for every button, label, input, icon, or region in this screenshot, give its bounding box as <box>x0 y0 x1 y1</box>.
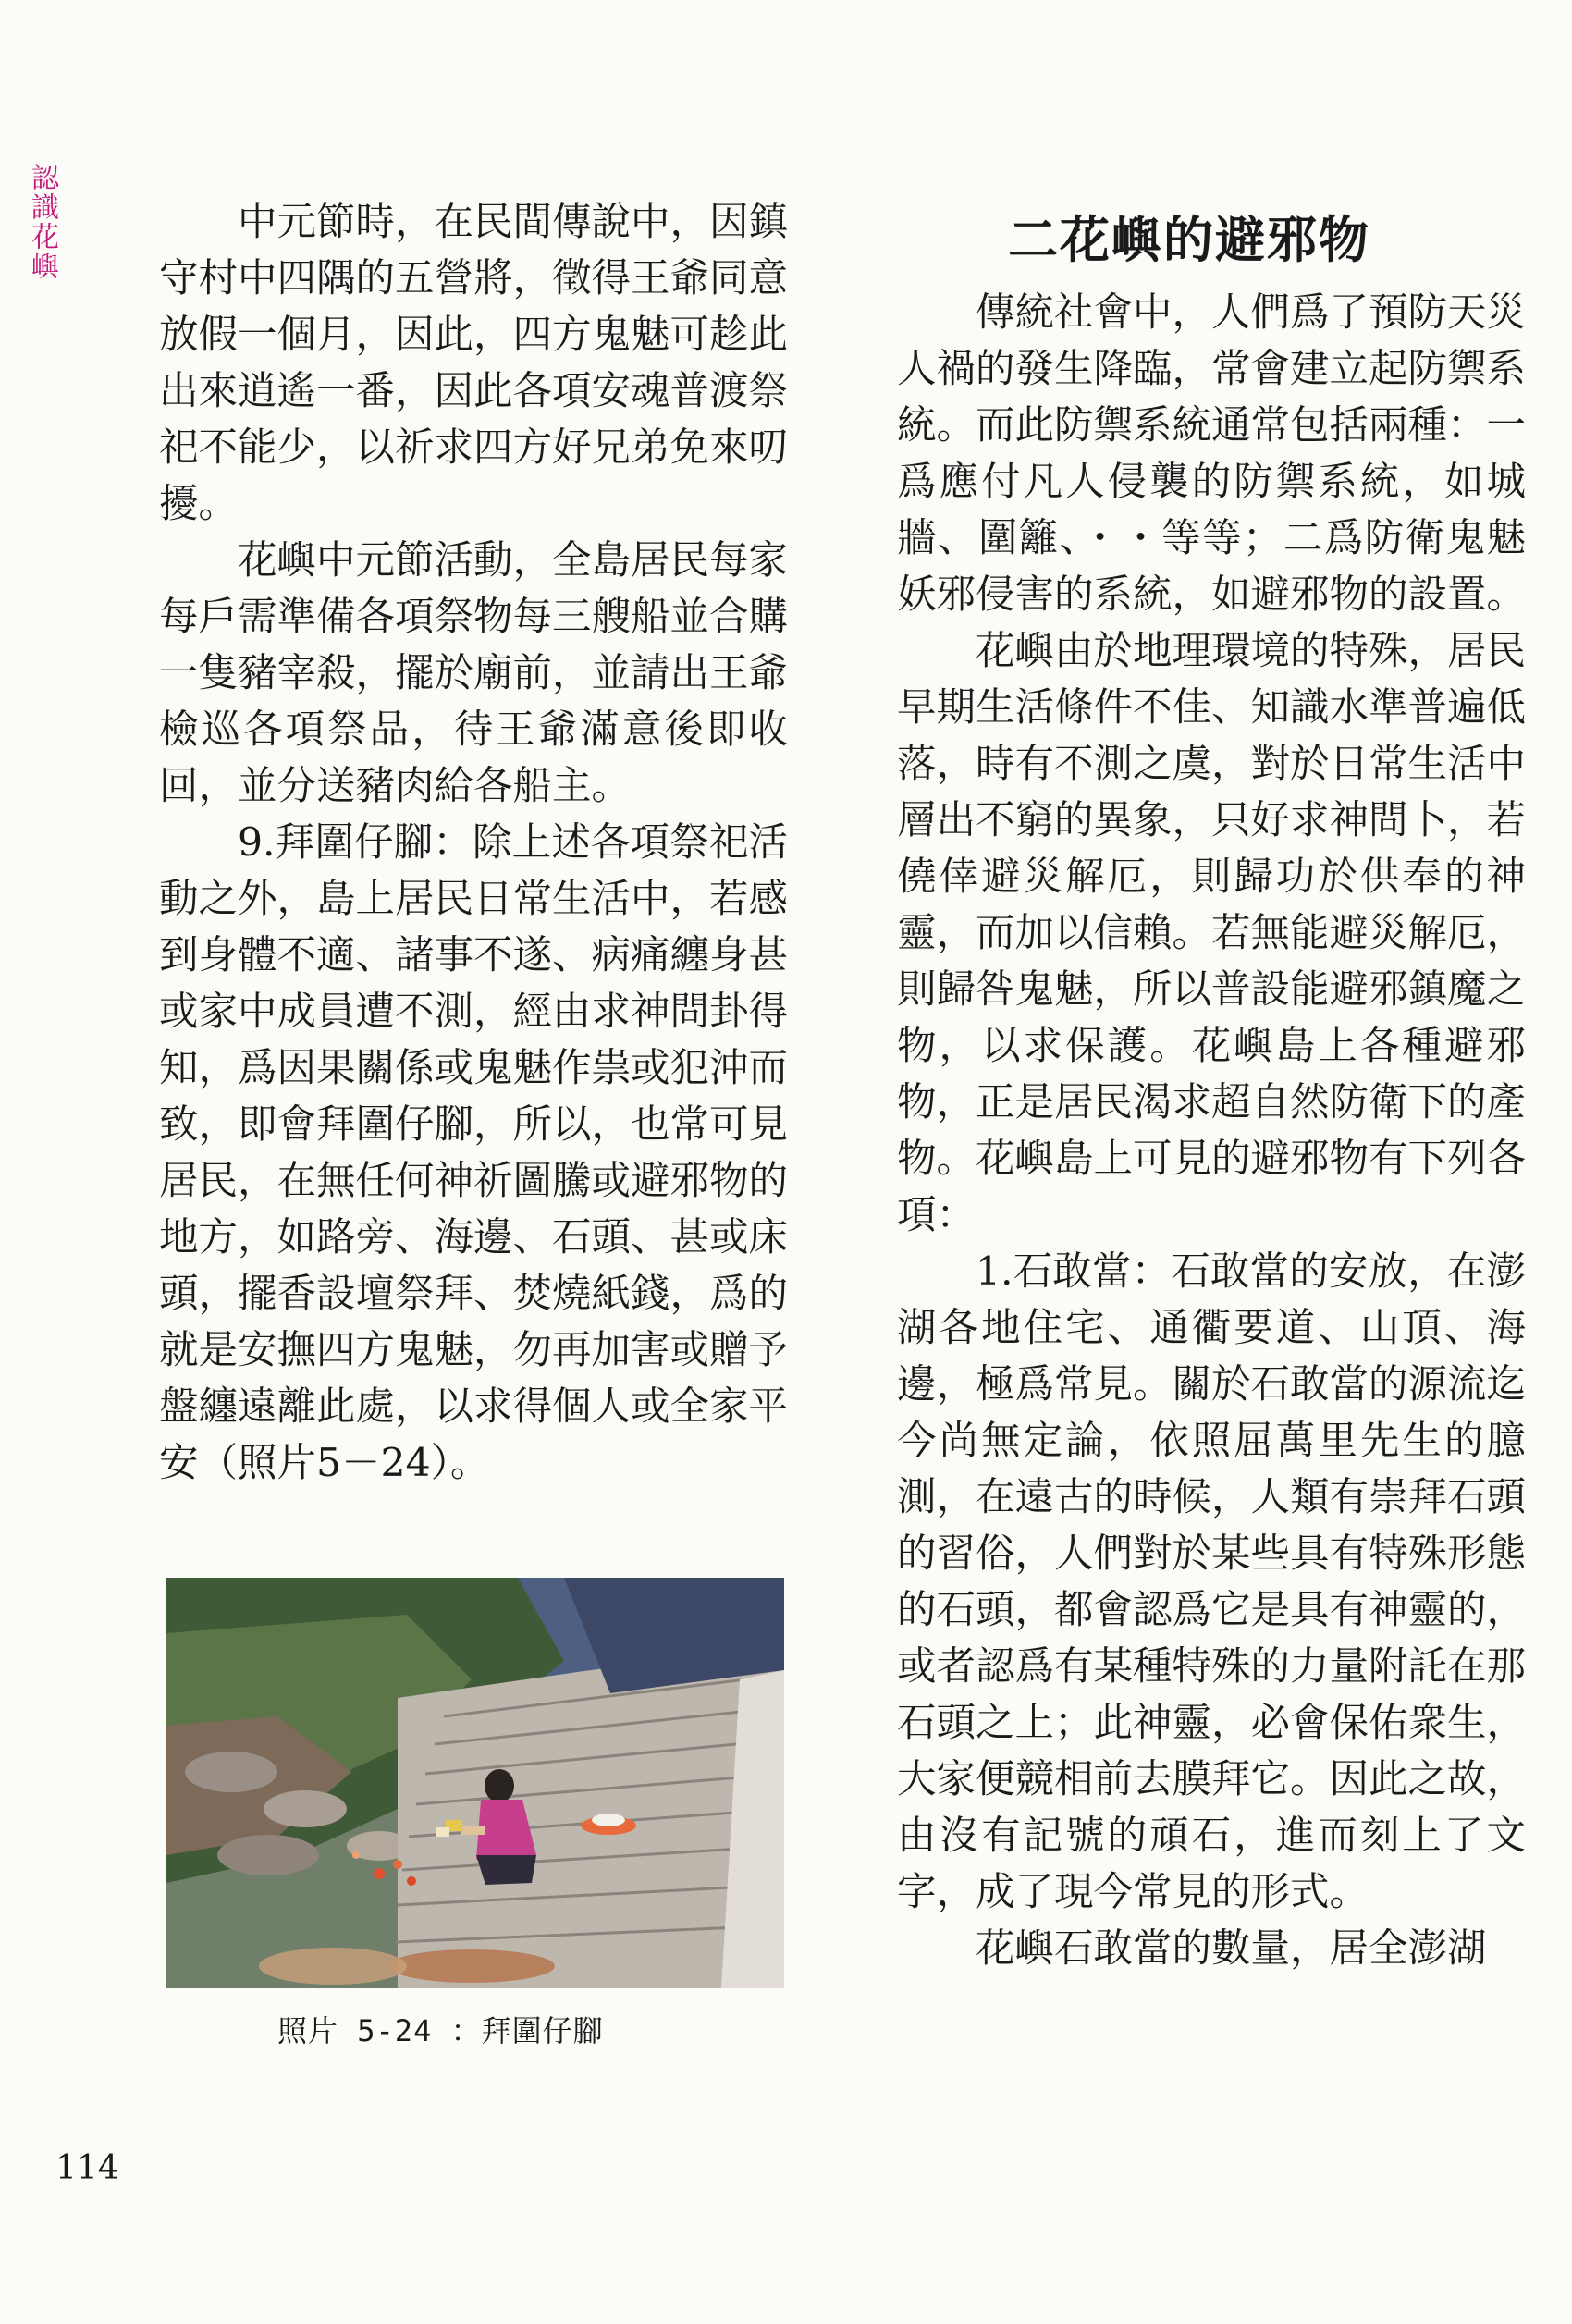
right-text-column <box>897 203 1526 1977</box>
paragraph: 花嶼中元節活動，全島居民每家每戶需準備各項祭物每三艘船並合購一隻豬宰殺，擺於廟前，並請出王爺檢巡各項祭品，待王爺滿意後即收回，並分送豬肉給各船主。 <box>159 538 789 809</box>
photo-caption: 照片 5-24 ：拜圍仔腳 <box>277 2013 604 2048</box>
left-text-column <box>159 194 788 1492</box>
side-section-label: 認識花嶼 <box>26 163 58 281</box>
photo-illustration <box>166 1578 784 1988</box>
paragraph: 花嶼石敢當的數量，居全澎湖 <box>976 1926 1487 1972</box>
photo-worship-scene <box>166 1578 784 1988</box>
paragraph: 9.拜圍仔腳：除上述各項祭祀活動之外，島上居民日常生活中，若感到身體不適、諸事不遂、病痛纏身甚或家中成員遭不測，經由求神問卦得知，爲因果關係或鬼魅作祟或犯沖而致，即會拜圍仔腳，所以，也常可見居民，在無任何神祈圖騰或避邪物的地方，如路旁、海邊、石頭、甚或床頭，擺香設壇祭拜、焚燒紙錢，爲的就是安撫四方鬼魅，勿再加害或贈予盤纏遠離此處，以求得個人或全家平安（照片5－24）。 <box>159 820 789 1486</box>
paragraph: 花嶼由於地理環境的特殊，居民早期生活條件不佳、知識水準普遍低落，時有不測之虞，對於日常生活中層出不窮的異象，只好求神問卜，若僥倖避災解厄，則歸功於供奉的神靈，而加以信賴。若無能避災解厄，則歸咎鬼魅，所以普設能避邪鎮魔之物，以求保護。花嶼島上各種避邪物，正是居民渴求超自然防衛下的產物。花嶼島上可見的避邪物有下列各項： <box>897 629 1527 1238</box>
paragraph: 中元節時，在民間傳說中，因鎮守村中四隅的五營將，徵得王爺同意放假一個月，因此，四方鬼魅可趁此出來逍遙一番，因此各項安魂普渡祭祀不能少，以祈求四方好兄弟免來叨擾。 <box>159 200 789 527</box>
section-title: 二花嶼的避邪物 <box>1008 211 1370 269</box>
paragraph: 1.石敢當：石敢當的安放，在澎湖各地住宅、通衢要道、山頂、海邊，極爲常見。關於石敢當的源流迄今尚無定論，依照屈萬里先生的臆測，在遠古的時候，人類有崇拜石頭的習俗，人們對於某些具有特殊形態的石頭，都會認爲它是具有神靈的，或者認爲有某種特殊的力量附託在那石頭之上；此神靈，必會保佑衆生，大家便競相前去膜拜它。因此之故，由沒有記號的頑石，進而刻上了文字，成了現今常見的形式。 <box>897 1249 1527 1915</box>
page-number: 114 <box>55 2149 119 2187</box>
paragraph: 傳統社會中，人們爲了預防天災人禍的發生降臨，常會建立起防禦系統。而此防禦系統通常包括兩種：一爲應付凡人侵襲的防禦系統，如城牆、圍籬、・・等等；二爲防衛鬼魅妖邪侵害的系統，如避邪物的設置。 <box>897 290 1527 618</box>
